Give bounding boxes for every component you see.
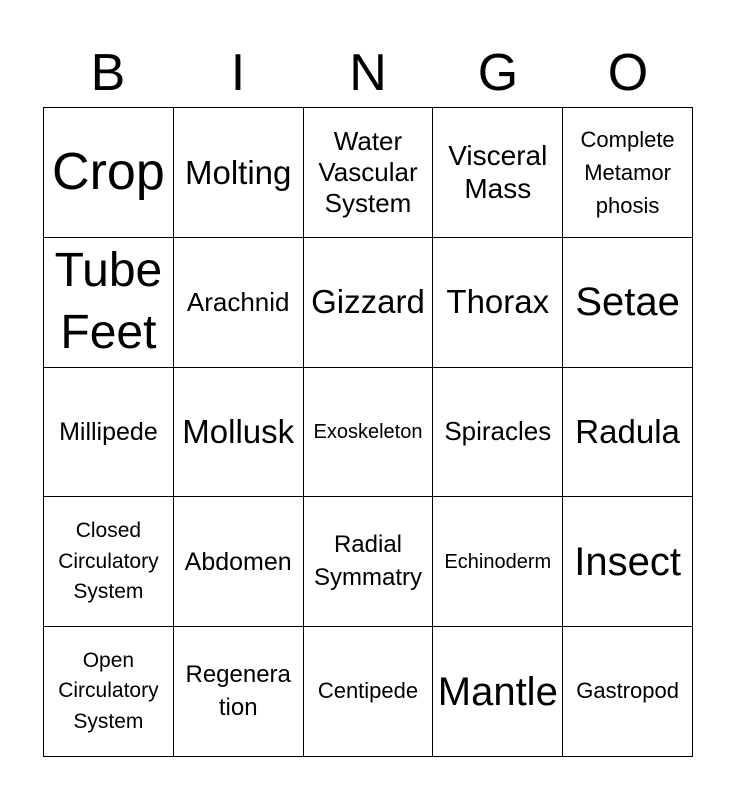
bingo-cell[interactable] — [174, 238, 304, 368]
bingo-cell[interactable] — [433, 627, 563, 757]
cell-label: Gizzard — [311, 283, 425, 321]
cell-label: Regenera tion — [185, 661, 291, 721]
bingo-cell[interactable] — [304, 238, 434, 368]
cell-label: Water Vascular System — [318, 125, 418, 218]
cell-label: Open Circulatory System — [58, 648, 159, 733]
bingo-cell[interactable] — [174, 627, 304, 757]
header-letter-g: G — [477, 44, 519, 102]
bingo-cell[interactable] — [44, 238, 174, 368]
cell-label: Millipede — [59, 417, 158, 446]
cell-label: Tube Feet — [54, 243, 163, 360]
cell-label: Visceral Mass — [448, 139, 548, 205]
cell-label: Complete Metamor phosis — [580, 126, 675, 218]
cell-label: Exoskeleton — [313, 420, 423, 443]
bingo-cell[interactable] — [563, 497, 693, 627]
cell-label: Centipede — [317, 678, 419, 704]
cell-label: Mollusk — [182, 413, 295, 451]
cell-label: Spiracles — [444, 416, 552, 447]
bingo-cell[interactable] — [304, 497, 434, 627]
cell-label: Thorax — [446, 283, 550, 321]
bingo-cell[interactable] — [44, 497, 174, 627]
bingo-cell[interactable] — [304, 108, 434, 238]
header-letter-i: I — [230, 44, 246, 102]
bingo-cell[interactable] — [44, 108, 174, 238]
cell-label: Radula — [575, 413, 680, 451]
bingo-cell[interactable] — [44, 368, 174, 498]
cell-label: Mantle — [437, 669, 558, 714]
bingo-cell[interactable] — [433, 108, 563, 238]
bingo-card-grid — [43, 107, 693, 757]
bingo-cell[interactable] — [174, 368, 304, 498]
bingo-cell[interactable] — [44, 627, 174, 757]
cell-label: Echinoderm — [444, 550, 552, 573]
bingo-cell[interactable] — [563, 368, 693, 498]
cell-label: Abdomen — [184, 547, 292, 576]
bingo-cell[interactable] — [174, 108, 304, 238]
bingo-cell[interactable] — [563, 108, 693, 238]
header-letter-b: B — [90, 44, 126, 102]
cell-label: Radial Symmatry — [313, 531, 422, 591]
bingo-header — [43, 40, 693, 106]
bingo-cell[interactable] — [304, 627, 434, 757]
bingo-cell[interactable] — [433, 497, 563, 627]
bingo-cell[interactable] — [433, 238, 563, 368]
cell-label: Molting — [185, 153, 292, 191]
bingo-cell[interactable] — [304, 368, 434, 498]
bingo-cell[interactable] — [433, 368, 563, 498]
cell-label: Arachnid — [186, 286, 290, 317]
cell-label: Setae — [575, 280, 680, 325]
bingo-cell[interactable] — [174, 497, 304, 627]
bingo-cell[interactable] — [563, 627, 693, 757]
cell-label: Closed Circulatory System — [58, 519, 159, 603]
cell-label: Insect — [574, 539, 681, 584]
cell-label: Gastropod — [576, 678, 679, 704]
header-letter-o: O — [607, 44, 649, 102]
header-letter-n: N — [349, 44, 387, 102]
cell-label: Crop — [52, 143, 165, 202]
bingo-cell[interactable] — [563, 238, 693, 368]
